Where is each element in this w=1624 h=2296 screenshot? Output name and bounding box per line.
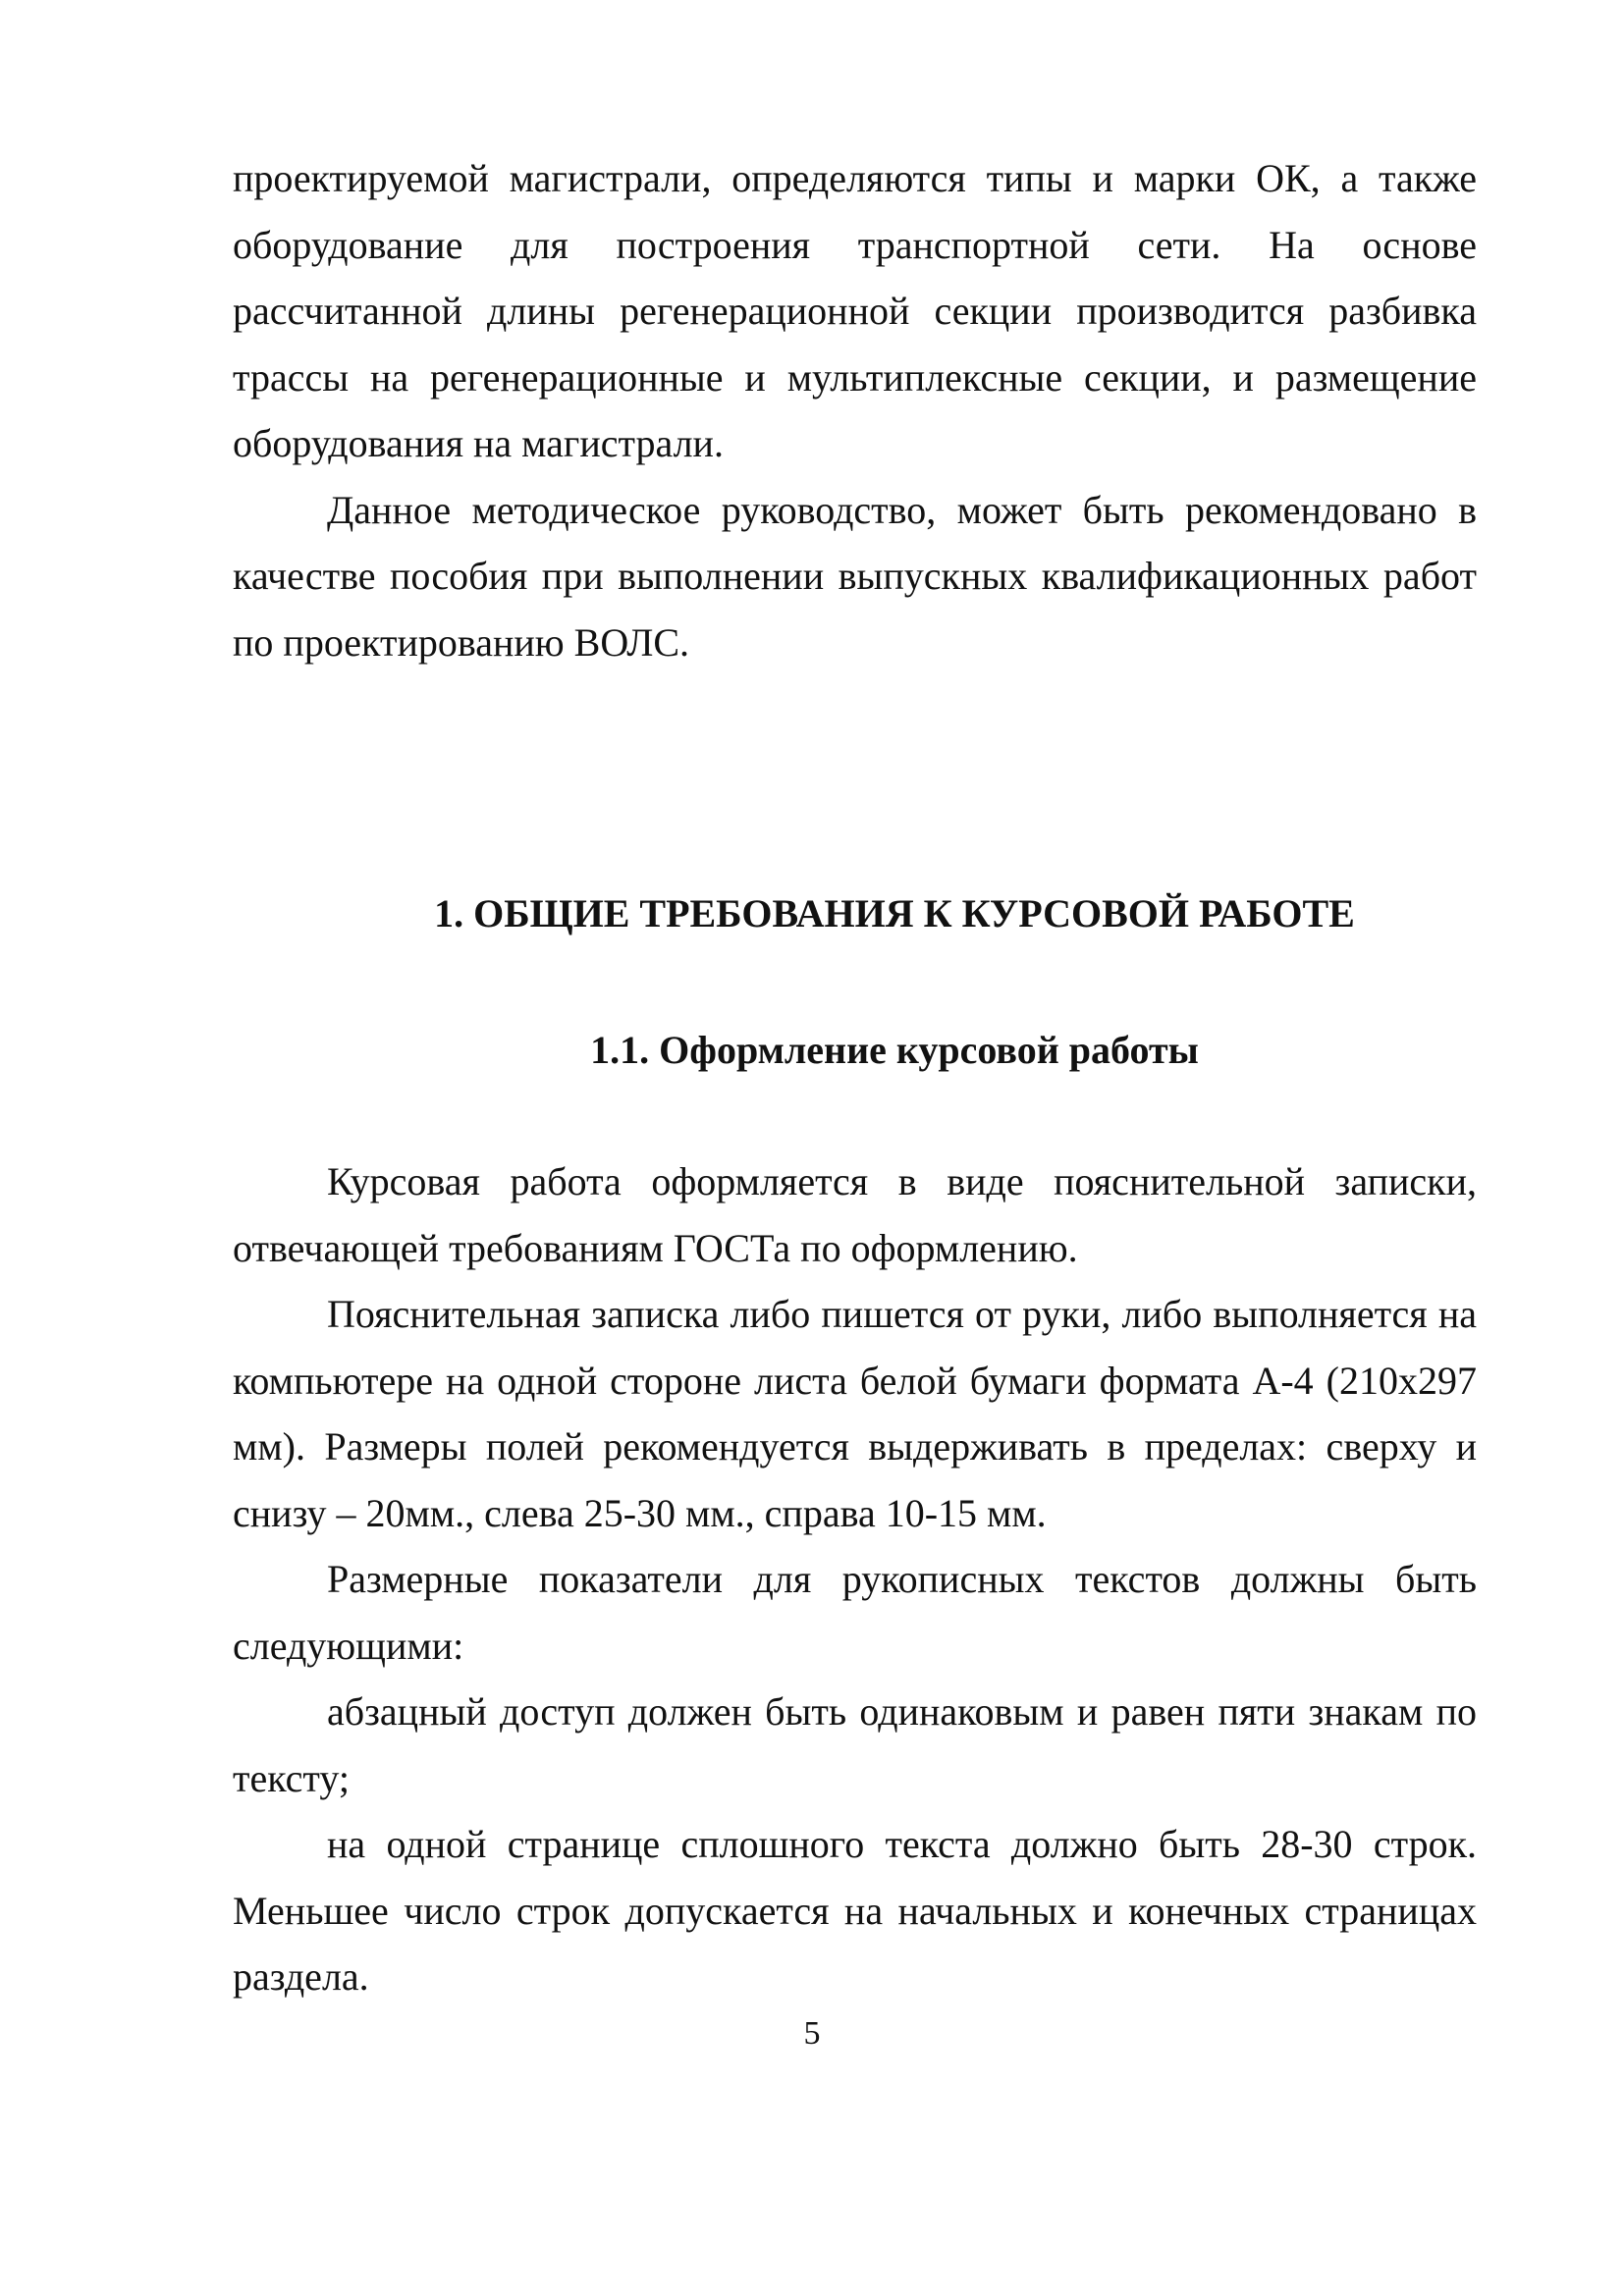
body-text-block (233, 1148, 1477, 2010)
body-paragraph-1: Курсовая работа оформляется в виде пояснительной записки, отвечающей требованиям ГОСТа по оформлению. (233, 1159, 1477, 1270)
body-paragraph-4: абзацный доступ должен быть одинаковым и равен пяти знакам по тексту; (233, 1689, 1477, 1800)
body-paragraph-3: Размерные показатели для рукописных текстов должны быть следующими: (233, 1557, 1477, 1668)
body-paragraph-2: Пояснительная записка либо пишется от руки, либо выполняется на компьютере на одной стороне листа белой бумаги формата А-4 (210х297 мм). Размеры полей рекомендуется выдерживать в пределах: сверху и снизу – 20мм., слева 25-30 мм., справа 10-15 мм. (233, 1292, 1477, 1535)
body-paragraph-5: на одной странице сплошного текста должно быть 28-30 строк. Меньшее число строк допускается на начальных и конечных страницах раздела. (233, 1822, 1477, 1999)
intro-text-block (233, 145, 1477, 675)
intro-paragraph-1: проектируемой магистрали, определяются типы и марки ОК, а также оборудование для построения транспортной сети. На основе рассчитанной длины регенерационной секции производится разбивка трассы на регенерационные и мультиплексные секции, и размещение оборудования на магистрали. (233, 156, 1477, 465)
subsection-heading: 1.1. Оформление курсовой работы (590, 1028, 1199, 1072)
intro-paragraph-2: Данное методическое руководство, может быть рекомендовано в качестве пособия при выполнении выпускных квалификационных работ по проектированию ВОЛС. (233, 487, 1477, 665)
page-number: 5 (803, 2015, 821, 2052)
section-heading: 1. ОБЩИЕ ТРЕБОВАНИЯ К КУРСОВОЙ РАБОТЕ (434, 891, 1355, 935)
